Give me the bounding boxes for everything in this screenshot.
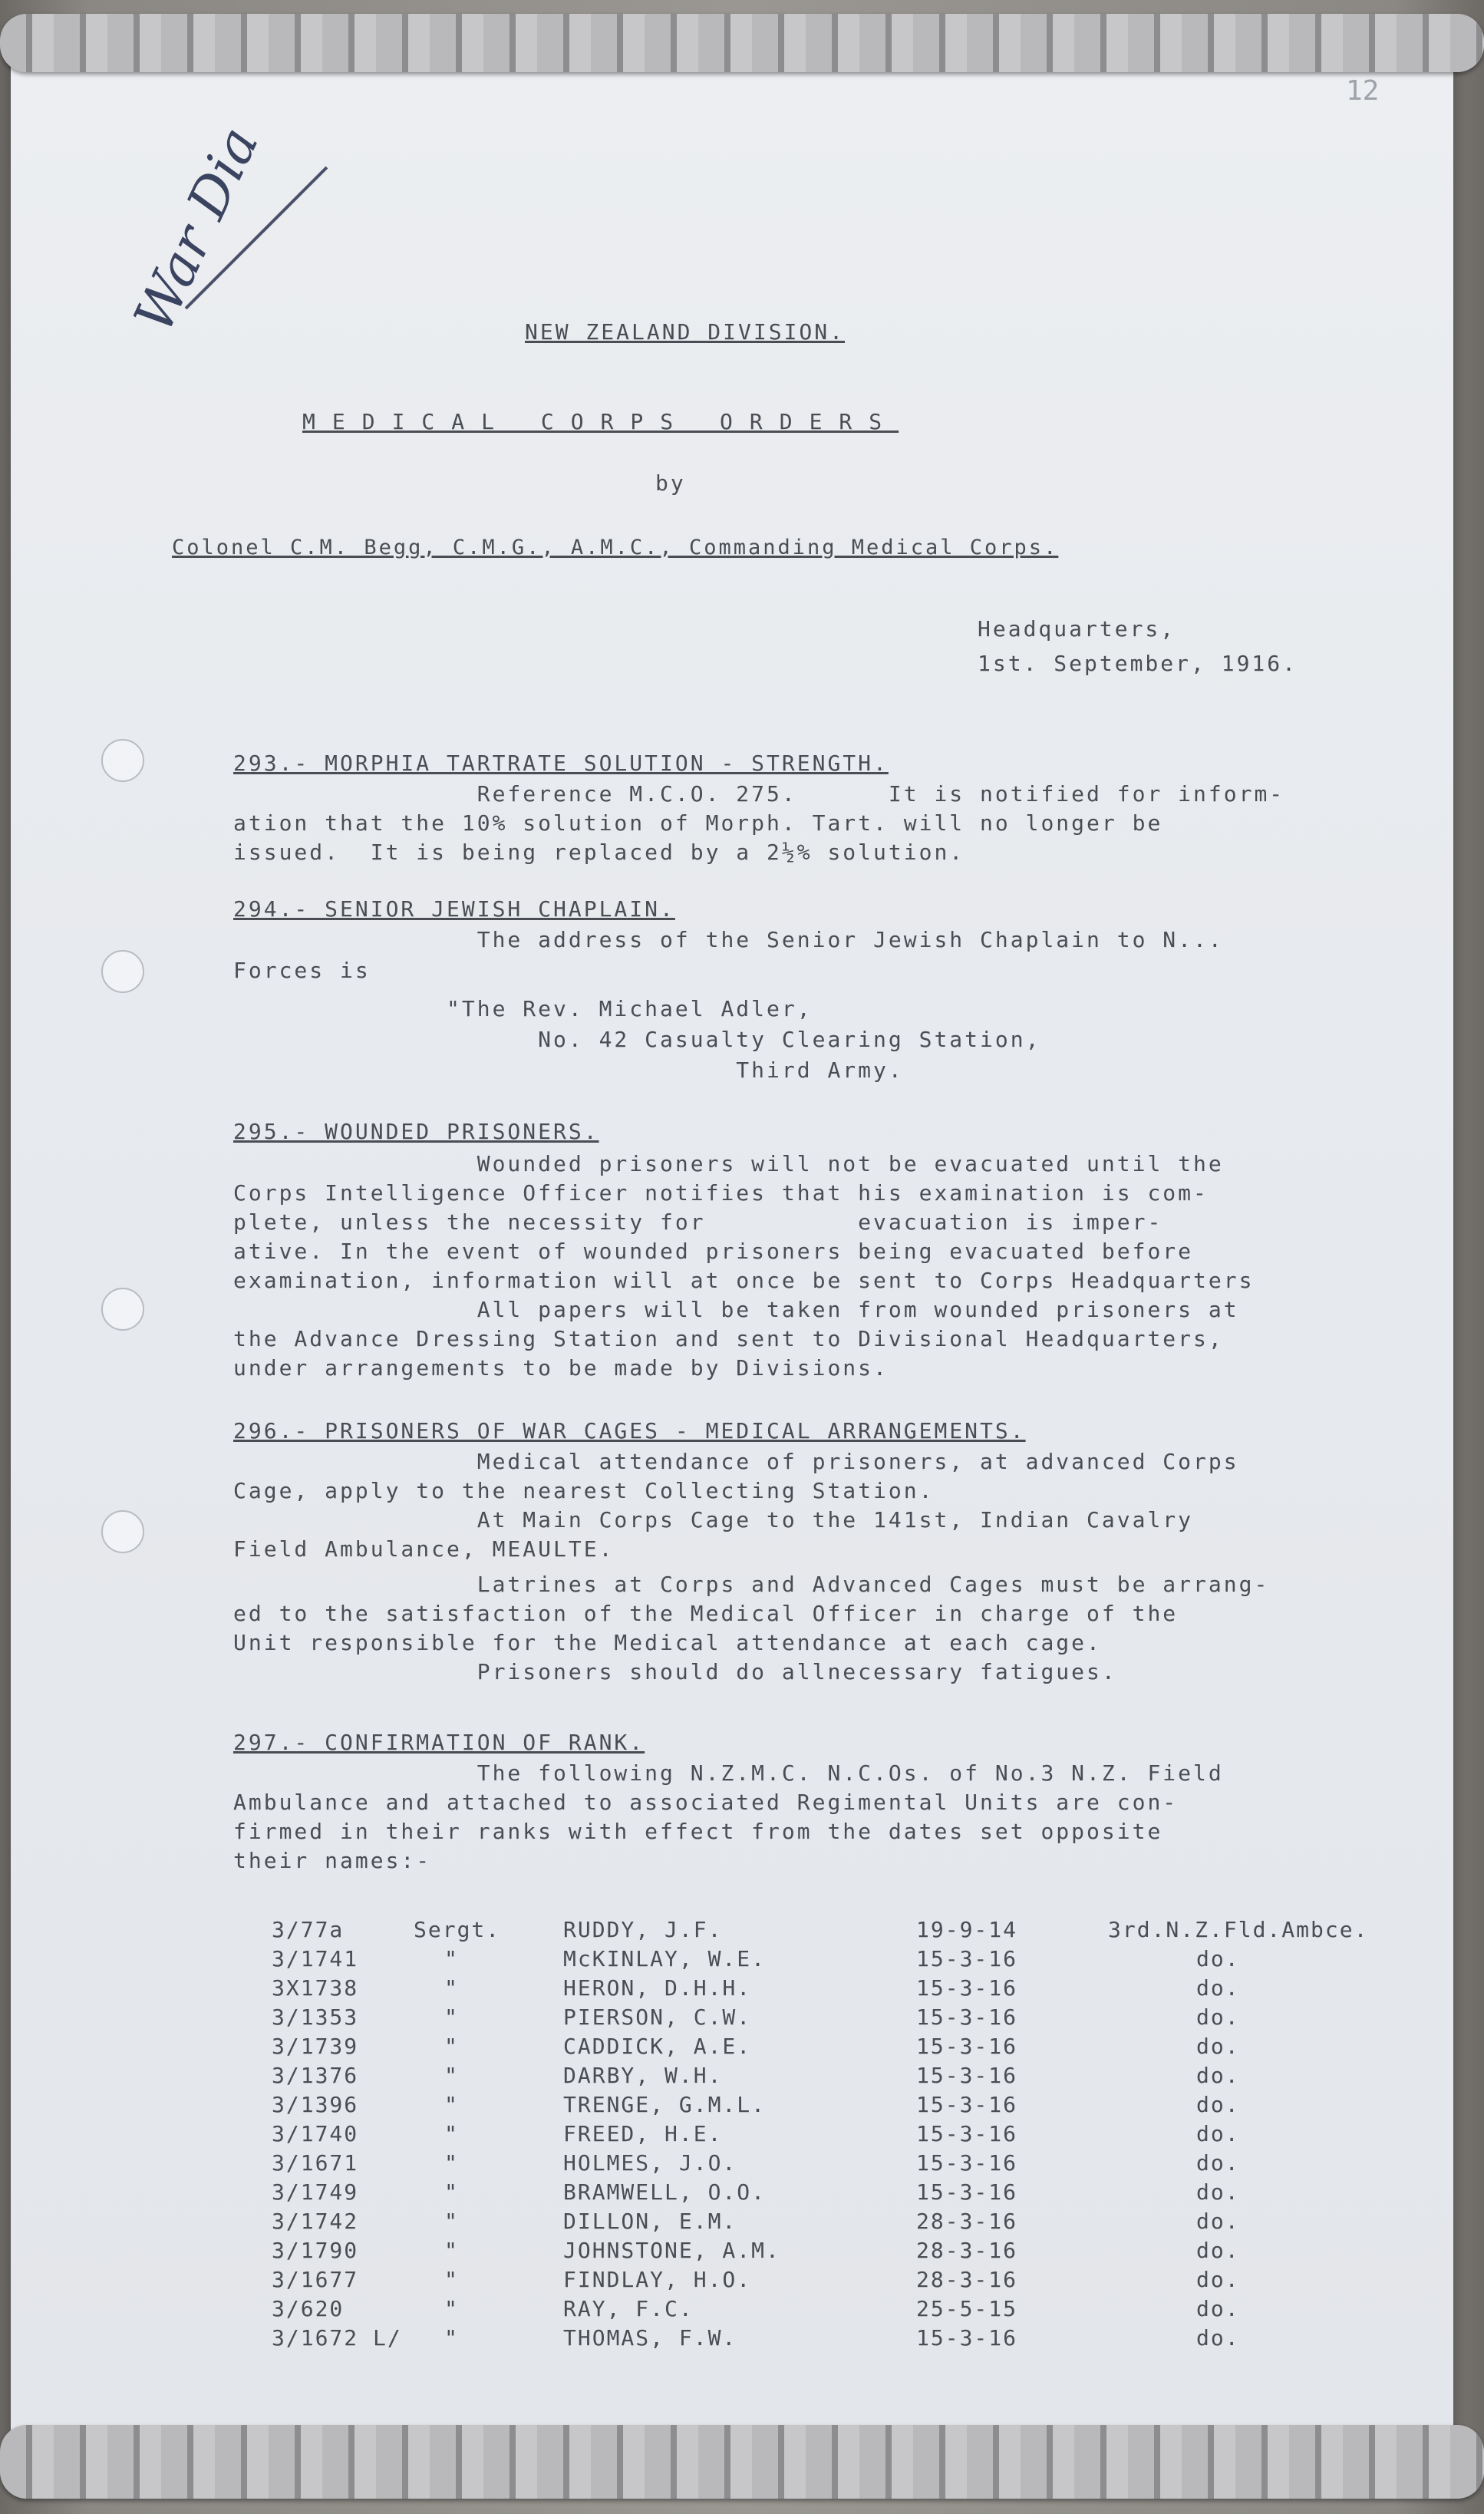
service-number: 3/1677 [272, 2267, 359, 2292]
punch-hole [101, 1510, 144, 1553]
service-number: 3/1741 [272, 1946, 359, 1971]
effective-date: 15-3-16 [916, 1946, 1018, 1971]
unit: do. [1196, 1975, 1240, 2001]
service-number: 3/1671 [272, 2150, 359, 2176]
order-295-heading: 295.- WOUNDED PRISONERS. [233, 1119, 599, 1144]
rank: " [444, 2034, 459, 2059]
order-296-line: Latrines at Corps and Advanced Cages must be arrang- [233, 1572, 1270, 1597]
order-294-heading: 294.- SENIOR JEWISH CHAPLAIN. [233, 896, 675, 922]
effective-date: 28-3-16 [916, 2209, 1018, 2234]
soldier-name: RUDDY, J.F. [563, 1917, 723, 1942]
order-294-line: No. 42 Casualty Clearing Station, [233, 1027, 1041, 1052]
order-295-line: All papers will be taken from wounded prisoners at [233, 1297, 1239, 1322]
binding-cord-top [0, 14, 1484, 72]
order-297-line: The following N.Z.M.C. N.C.Os. of No.3 N.Z. Field [233, 1760, 1224, 1786]
pencil-annotation: War Dia [121, 117, 271, 341]
service-number: 3/77a [272, 1917, 345, 1942]
rank: " [444, 1975, 459, 2001]
soldier-name: TRENGE, G.M.L. [563, 2092, 767, 2117]
effective-date: 15-3-16 [916, 2092, 1018, 2117]
unit: do. [1196, 2296, 1240, 2321]
table-row [11, 2004, 1453, 2035]
table-row [11, 1975, 1453, 2006]
roster-table [11, 1917, 1453, 2439]
order-296-line: Prisoners should do allnecessary fatigues. [233, 1659, 1117, 1684]
unit: do. [1196, 2325, 1240, 2351]
soldier-name: McKINLAY, W.E. [563, 1946, 767, 1971]
order-294-line: The address of the Senior Jewish Chaplain to N... [233, 927, 1224, 952]
unit: do. [1196, 2267, 1240, 2292]
order-295-line: ative. In the event of wounded prisoners being evacuated before [233, 1239, 1194, 1264]
soldier-name: FINDLAY, H.O. [563, 2267, 752, 2292]
punch-hole [101, 1288, 144, 1331]
soldier-name: DARBY, W.H. [563, 2063, 723, 2088]
rank: " [444, 2092, 459, 2117]
order-293-line: Reference M.C.O. 275. It is notified for inform- [233, 781, 1285, 807]
soldier-name: DILLON, E.M. [563, 2209, 737, 2234]
effective-date: 15-3-16 [916, 2034, 1018, 2059]
effective-date: 15-3-16 [916, 2179, 1018, 2205]
document-title: MEDICAL CORPS ORDERS [302, 409, 899, 434]
service-number: 3/620 [272, 2296, 345, 2321]
order-295-line: Wounded prisoners will not be evacuated until the [233, 1151, 1224, 1176]
soldier-name: CADDICK, A.E. [563, 2034, 752, 2059]
unit: do. [1196, 1946, 1240, 1971]
service-number: 3/1376 [272, 2063, 359, 2088]
order-296-line: ed to the satisfaction of the Medical Officer in charge of the [233, 1601, 1179, 1626]
rank: Sergt. [414, 1917, 501, 1942]
effective-date: 15-3-16 [916, 2004, 1018, 2030]
table-row [11, 2121, 1453, 2152]
effective-date: 15-3-16 [916, 2063, 1018, 2088]
order-296-line: At Main Corps Cage to the 141st, Indian Cavalry [233, 1507, 1194, 1532]
service-number: 3/1740 [272, 2121, 359, 2146]
effective-date: 28-3-16 [916, 2267, 1018, 2292]
order-297-line: firmed in their ranks with effect from the dates set opposite [233, 1819, 1163, 1844]
table-row [11, 2296, 1453, 2327]
soldier-name: RAY, F.C. [563, 2296, 694, 2321]
order-297-heading: 297.- CONFIRMATION OF RANK. [233, 1730, 645, 1755]
table-row [11, 2063, 1453, 2093]
order-295-line: examination, information will at once be sent to Corps Headquarters [233, 1268, 1255, 1293]
service-number: 3/1396 [272, 2092, 359, 2117]
table-row [11, 2209, 1453, 2239]
effective-date: 25-5-15 [916, 2296, 1018, 2321]
order-294-line: Forces is [233, 958, 371, 983]
rank: " [444, 2121, 459, 2146]
table-row [11, 2179, 1453, 2210]
order-296-line: Cage, apply to the nearest Collecting Station. [233, 1478, 935, 1503]
rank: " [444, 2004, 459, 2030]
soldier-name: THOMAS, F.W. [563, 2325, 737, 2351]
unit: 3rd.N.Z.Fld.Ambce. [1108, 1917, 1369, 1942]
rank: " [444, 1946, 459, 1971]
service-number: 3/1353 [272, 2004, 359, 2030]
service-number: 3/1790 [272, 2238, 359, 2263]
rank: " [444, 2238, 459, 2263]
table-row [11, 1917, 1453, 1948]
dateline-place: Headquarters, [978, 616, 1176, 642]
commanding-officer: Colonel C.M. Begg, C.M.G., A.M.C., Commanding Medical Corps. [172, 536, 1059, 559]
order-295-line: the Advance Dressing Station and sent to Divisional Headquarters, [233, 1326, 1224, 1351]
effective-date: 15-3-16 [916, 2325, 1018, 2351]
unit: do. [1196, 2092, 1240, 2117]
soldier-name: BRAMWELL, O.O. [563, 2179, 767, 2205]
order-296-line: Field Ambulance, MEAULTE. [233, 1536, 615, 1562]
order-297-line: Ambulance and attached to associated Regimental Units are con- [233, 1790, 1179, 1815]
effective-date: 19-9-14 [916, 1917, 1018, 1942]
order-294-line: Third Army. [233, 1057, 904, 1083]
page-number: 12 [1346, 75, 1380, 107]
table-row [11, 2150, 1453, 2181]
unit: do. [1196, 2004, 1240, 2030]
table-row [11, 2325, 1453, 2356]
service-number: 3X1738 [272, 1975, 359, 2001]
binding-cord-bottom [0, 2425, 1484, 2499]
order-293-line: issued. It is being replaced by a 2½% solution. [233, 840, 965, 865]
unit: do. [1196, 2150, 1240, 2176]
unit: do. [1196, 2034, 1240, 2059]
table-row [11, 2034, 1453, 2064]
unit: do. [1196, 2179, 1240, 2205]
unit: do. [1196, 2063, 1240, 2088]
order-296-line: Medical attendance of prisoners, at advanced Corps [233, 1449, 1239, 1474]
rank: " [444, 2150, 459, 2176]
effective-date: 15-3-16 [916, 2150, 1018, 2176]
rank: " [444, 2063, 459, 2088]
order-293-heading: 293.- MORPHIA TARTRATE SOLUTION - STRENGTH. [233, 751, 889, 776]
table-row [11, 2092, 1453, 2123]
order-294-line: "The Rev. Michael Adler, [233, 996, 813, 1021]
rank: " [444, 2325, 459, 2351]
order-293-line: ation that the 10% solution of Morph. Tart. will no longer be [233, 810, 1163, 836]
soldier-name: PIERSON, C.W. [563, 2004, 752, 2030]
effective-date: 15-3-16 [916, 2121, 1018, 2146]
service-number: 3/1739 [272, 2034, 359, 2059]
division-heading: NEW ZEALAND DIVISION. [525, 319, 846, 345]
rank: " [444, 2179, 459, 2205]
table-row [11, 1946, 1453, 1977]
order-296-line: Unit responsible for the Medical attendance at each cage. [233, 1630, 1102, 1655]
document-page [11, 45, 1453, 2462]
service-number: 3/1749 [272, 2179, 359, 2205]
effective-date: 15-3-16 [916, 1975, 1018, 2001]
table-row [11, 2238, 1453, 2268]
unit: do. [1196, 2238, 1240, 2263]
order-295-line: Corps Intelligence Officer notifies that his examination is com- [233, 1180, 1209, 1206]
rank: " [444, 2296, 459, 2321]
soldier-name: FREED, H.E. [563, 2121, 723, 2146]
soldier-name: HERON, D.H.H. [563, 1975, 752, 2001]
rank: " [444, 2209, 459, 2234]
order-297-line: their names:- [233, 1848, 432, 1873]
soldier-name: HOLMES, J.O. [563, 2150, 737, 2176]
unit: do. [1196, 2209, 1240, 2234]
punch-hole [101, 950, 144, 993]
service-number: 3/1672 L/ [272, 2325, 402, 2351]
punch-hole [101, 739, 144, 782]
order-296-heading: 296.- PRISONERS OF WAR CAGES - MEDICAL ARRANGEMENTS. [233, 1418, 1026, 1443]
service-number: 3/1742 [272, 2209, 359, 2234]
dateline-date: 1st. September, 1916. [978, 651, 1298, 676]
rank: " [444, 2267, 459, 2292]
effective-date: 28-3-16 [916, 2238, 1018, 2263]
order-295-line: plete, unless the necessity for evacuation is imper- [233, 1209, 1163, 1235]
unit: do. [1196, 2121, 1240, 2146]
order-295-line: under arrangements to be made by Divisions. [233, 1355, 889, 1381]
soldier-name: JOHNSTONE, A.M. [563, 2238, 780, 2263]
by-line: by [655, 470, 686, 496]
table-row [11, 2267, 1453, 2298]
